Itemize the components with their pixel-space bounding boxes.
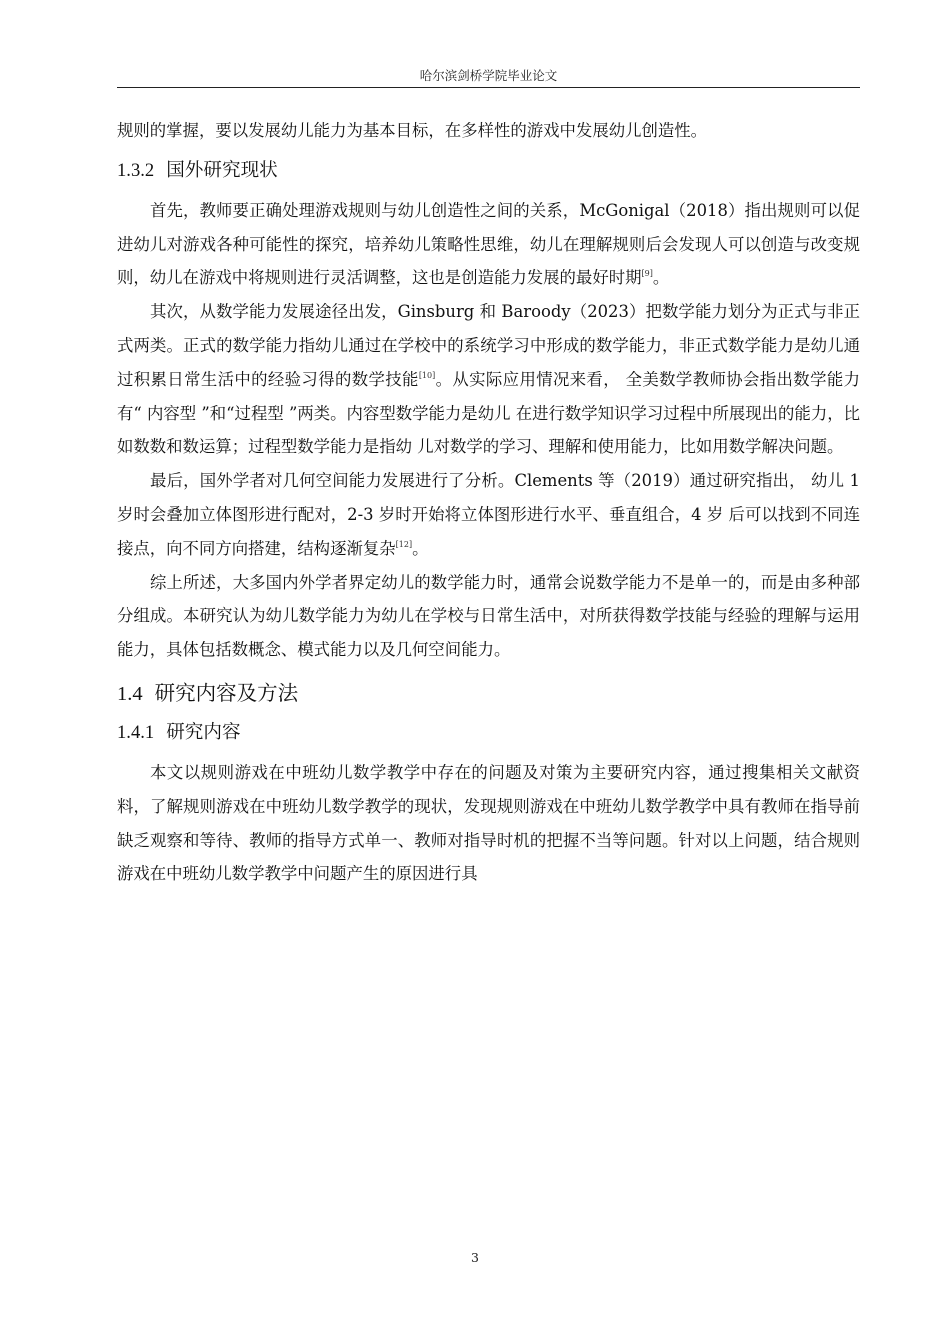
header-divider	[117, 87, 860, 88]
paragraph-text: 综上所述，大多国内外学者界定幼儿的数学能力时，通常会说数学能力不是单一的，而是由多种部分组成。本研究认为幼儿数学能力为幼儿在学校与日常生活中，对所获得数学技能与经验的理解与运用能力，具体包括数概念、模式能力以及几何空间能力。	[117, 572, 860, 660]
heading-title: 国外研究现状	[166, 159, 278, 181]
subsection-heading	[117, 718, 860, 748]
citation-ref: [10]	[418, 370, 436, 380]
body-paragraph	[117, 464, 860, 565]
paragraph-text: 最后，国外学者对几何空间能力发展进行了分析。Clements 等（2019）通过研究指出， 幼儿 1 岁时会叠加立体图形进行配对，2-3 岁时开始将立体图形进行水平、垂直组合，4 岁 后可以找到不同连接点，向不同方向搭建，结构逐渐复杂	[117, 471, 860, 558]
heading-number: 1.4.1	[117, 721, 155, 743]
paragraph-text: 其次，从数学能力发展途径出发，Ginsburg 和 Baroody（2023）把数学能力划分为正式与非正式两类。正式的数学能力指幼儿通过在学校中的系统学习中形成的数学能力，非正式数学能力是幼儿通过积累日常生活中的经验习得的数学技能	[117, 302, 860, 389]
heading-title: 研究内容	[166, 721, 241, 743]
body-paragraph	[117, 194, 860, 295]
document-body	[117, 114, 860, 891]
paragraph-text-continued: 。从实际应用情况来看， 全美数学教师协会指出数学能力有“ 内容型 ”和“过程型 ”两类。内容型数学能力是幼儿 在进行数学知识学习过程中所展现出的能力，比如数数和数运算；过程型数学能力是指幼 儿对数学的学习、理解和使用能力，比如用数学解决问题。	[117, 369, 860, 457]
paragraph-text-continued: 。	[412, 538, 429, 558]
section-heading	[117, 677, 860, 710]
subsection-heading	[117, 156, 860, 186]
paragraph-text-continued: 。	[652, 268, 670, 288]
citation-ref: [12]	[395, 539, 413, 549]
body-paragraph	[117, 295, 860, 464]
paragraph-text: 本文以规则游戏在中班幼儿数学教学中存在的问题及对策为主要研究内容，通过搜集相关文献资料，了解规则游戏在中班幼儿数学教学的现状，发现规则游戏在中班幼儿数学教学中具有教师在指导前缺乏观察和等待、教师的指导方式单一、教师对指导时机的把握不当等问题。针对以上问题，结合规则游戏在中班幼儿数学教学中问题产生的原因进行具	[117, 762, 860, 884]
heading-number: 1.3.2	[117, 159, 155, 181]
heading-title: 研究内容及方法	[154, 680, 299, 705]
page-number: 3	[471, 1250, 479, 1265]
body-paragraph	[117, 114, 860, 148]
body-paragraph	[117, 756, 860, 891]
running-header: 哈尔滨剑桥学院毕业论文	[419, 68, 558, 83]
heading-number: 1.4	[117, 682, 143, 705]
body-paragraph	[117, 566, 860, 667]
citation-ref: [9]	[641, 269, 653, 279]
paragraph-text: 首先，教师要正确处理游戏规则与幼儿创造性之间的关系，McGonigal（2018）指出规则可以促进幼儿对游戏各种可能性的探究，培养幼儿策略性思维，幼儿在理解规则后会发现人可以创造与改变规则，幼儿在游戏中将规则进行灵活调整，这也是创造能力发展的最好时期	[117, 200, 860, 288]
paragraph-text: 规则的掌握，要以发展幼儿能力为基本目标，在多样性的游戏中发展幼儿创造性。	[117, 121, 708, 140]
